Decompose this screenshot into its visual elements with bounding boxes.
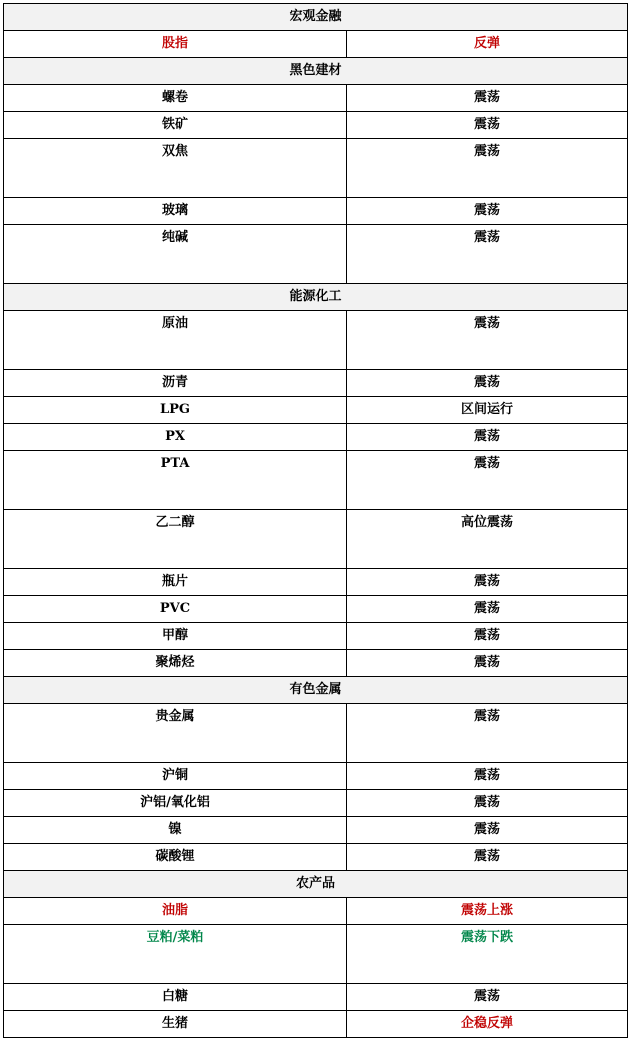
table-row xyxy=(4,623,628,650)
table-row xyxy=(4,424,628,451)
outlook-cell: 震荡 xyxy=(347,451,628,510)
outlook-cell: 震荡 xyxy=(347,704,628,763)
table-row xyxy=(4,817,628,844)
market-outlook-table xyxy=(3,3,628,1038)
commodity-name-cell: 聚烯烃 xyxy=(4,650,347,677)
commodity-name-cell: 油脂 xyxy=(4,898,347,925)
commodity-name-cell: 股指 xyxy=(4,31,347,58)
commodity-name-cell: 豆粕/菜粕 xyxy=(4,925,347,984)
section-header-row xyxy=(4,677,628,704)
commodity-name-cell: 瓶片 xyxy=(4,569,347,596)
commodity-name-cell: 生猪 xyxy=(4,1011,347,1038)
commodity-name-cell: 沥青 xyxy=(4,370,347,397)
table-row xyxy=(4,139,628,198)
commodity-name-cell: 贵金属 xyxy=(4,704,347,763)
commodity-name-cell: 纯碱 xyxy=(4,225,347,284)
outlook-cell: 高位震荡 xyxy=(347,510,628,569)
section-title: 农产品 xyxy=(4,871,628,898)
commodity-name-cell: 双焦 xyxy=(4,139,347,198)
table-row xyxy=(4,1011,628,1038)
commodity-name-cell: 白糖 xyxy=(4,984,347,1011)
table-row xyxy=(4,397,628,424)
table-body xyxy=(4,4,628,1038)
table-row xyxy=(4,596,628,623)
outlook-cell: 震荡 xyxy=(347,817,628,844)
commodity-name-cell: 原油 xyxy=(4,311,347,370)
outlook-cell: 震荡 xyxy=(347,763,628,790)
table-row xyxy=(4,984,628,1011)
outlook-cell: 震荡 xyxy=(347,112,628,139)
section-header-row xyxy=(4,4,628,31)
outlook-cell: 震荡 xyxy=(347,596,628,623)
outlook-cell: 震荡 xyxy=(347,139,628,198)
table-row xyxy=(4,925,628,984)
commodity-name-cell: 玻璃 xyxy=(4,198,347,225)
outlook-cell: 震荡 xyxy=(347,225,628,284)
commodity-name-cell: PX xyxy=(4,424,347,451)
table-row xyxy=(4,31,628,58)
table-row xyxy=(4,198,628,225)
commodity-name-cell: PTA xyxy=(4,451,347,510)
table-row xyxy=(4,898,628,925)
outlook-cell: 震荡 xyxy=(347,984,628,1011)
outlook-cell: 震荡 xyxy=(347,844,628,871)
outlook-cell: 区间运行 xyxy=(347,397,628,424)
table-row xyxy=(4,844,628,871)
section-header-row xyxy=(4,871,628,898)
section-header-row xyxy=(4,58,628,85)
commodity-name-cell: 镍 xyxy=(4,817,347,844)
section-header-row xyxy=(4,284,628,311)
section-title: 宏观金融 xyxy=(4,4,628,31)
outlook-cell: 震荡 xyxy=(347,623,628,650)
outlook-cell: 震荡 xyxy=(347,311,628,370)
commodity-name-cell: 沪铝/氧化铝 xyxy=(4,790,347,817)
commodity-name-cell: 乙二醇 xyxy=(4,510,347,569)
outlook-cell: 震荡上涨 xyxy=(347,898,628,925)
commodity-name-cell: 螺卷 xyxy=(4,85,347,112)
commodity-name-cell: PVC xyxy=(4,596,347,623)
commodity-name-cell: 铁矿 xyxy=(4,112,347,139)
table-row xyxy=(4,370,628,397)
commodity-name-cell: 碳酸锂 xyxy=(4,844,347,871)
section-title: 黑色建材 xyxy=(4,58,628,85)
table-row xyxy=(4,650,628,677)
table-row xyxy=(4,510,628,569)
table-row xyxy=(4,763,628,790)
outlook-cell: 震荡 xyxy=(347,790,628,817)
outlook-cell: 震荡 xyxy=(347,85,628,112)
table-row xyxy=(4,225,628,284)
table-row xyxy=(4,311,628,370)
table-row xyxy=(4,451,628,510)
outlook-cell: 震荡下跌 xyxy=(347,925,628,984)
outlook-cell: 震荡 xyxy=(347,424,628,451)
outlook-cell: 震荡 xyxy=(347,569,628,596)
outlook-cell: 反弹 xyxy=(347,31,628,58)
outlook-cell: 震荡 xyxy=(347,198,628,225)
outlook-cell: 震荡 xyxy=(347,650,628,677)
table-row xyxy=(4,569,628,596)
outlook-cell: 企稳反弹 xyxy=(347,1011,628,1038)
section-title: 能源化工 xyxy=(4,284,628,311)
outlook-cell: 震荡 xyxy=(347,370,628,397)
table-row xyxy=(4,704,628,763)
commodity-name-cell: 沪铜 xyxy=(4,763,347,790)
table-row xyxy=(4,790,628,817)
table-row xyxy=(4,112,628,139)
commodity-name-cell: 甲醇 xyxy=(4,623,347,650)
commodity-name-cell: LPG xyxy=(4,397,347,424)
table-row xyxy=(4,85,628,112)
section-title: 有色金属 xyxy=(4,677,628,704)
